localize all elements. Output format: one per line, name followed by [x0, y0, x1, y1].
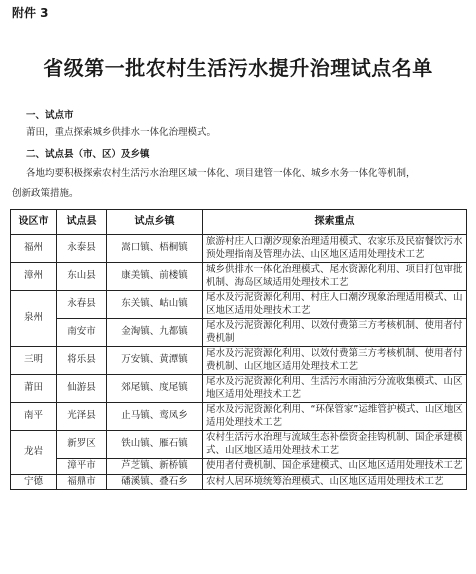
header-towns: 试点乡镇	[107, 210, 203, 235]
county-cell: 光泽县	[57, 403, 107, 431]
county-cell: 将乐县	[57, 347, 107, 375]
header-city: 设区市	[11, 210, 57, 235]
towns-cell: 嵩口镇、梧桐镇	[107, 235, 203, 263]
focus-cell: 尾水及污泥资源化利用、“环保管家”运维管护模式、山区地区适用处理技术工艺	[203, 403, 467, 431]
table-row	[11, 347, 467, 375]
section1-text: 莆田，重点探索城乡供排水一体化治理模式。	[26, 127, 217, 138]
focus-cell: 农村人居环境统筹治理模式、山区地区适用处理技术工艺	[203, 474, 467, 490]
focus-cell: 尾水及污泥资源化利用、村庄人口潮汐现象治理适用模式、山区地区适用处理技术工艺	[203, 291, 467, 319]
county-cell: 新罗区	[57, 431, 107, 459]
section2-text-line2: 创新政策措施。	[12, 188, 79, 199]
towns-cell: 万安镇、黄潭镇	[107, 347, 203, 375]
towns-cell: 郊尾镇、度尾镇	[107, 375, 203, 403]
focus-cell: 旅游村庄人口潮汐现象治理适用模式、农家乐及民宿餐饮污水预处理指南及管理办法、山区地区适用处理技术工艺	[203, 235, 467, 263]
city-cell: 泉州	[11, 291, 57, 347]
focus-cell: 尾水及污泥资源化利用、生活污水雨油污分流收集模式、山区地区适用处理技术工艺	[203, 375, 467, 403]
county-cell: 福鼎市	[57, 474, 107, 490]
towns-cell: 东关镇、岵山镇	[107, 291, 203, 319]
county-cell: 东山县	[57, 263, 107, 291]
focus-cell: 农村生活污水治理与流域生态补偿资金挂钩机制、国企承建模式、山区地区适用处理技术工艺	[203, 431, 467, 459]
table-row	[11, 291, 467, 319]
section2-heading: 二、试点县（市、区）及乡镇	[26, 149, 150, 160]
city-cell: 漳州	[11, 263, 57, 291]
towns-cell: 磻溪镇、叠石乡	[107, 474, 203, 490]
county-cell: 仙游县	[57, 375, 107, 403]
towns-cell: 止马镇、鸾凤乡	[107, 403, 203, 431]
focus-cell: 尾水及污泥资源化利用、以效付费第三方考核机制、使用者付费机制	[203, 319, 467, 347]
page-title: 省级第一批农村生活污水提升治理试点名单	[43, 56, 433, 80]
county-cell: 南安市	[57, 319, 107, 347]
towns-cell: 金淘镇、九都镇	[107, 319, 203, 347]
section2-text-line1: 各地均要积极探索农村生活污水治理区域一体化、项目建管一体化、城乡水务一体化等机制，	[26, 168, 416, 179]
table-row	[11, 263, 467, 291]
header-county: 试点县	[57, 210, 107, 235]
city-cell: 三明	[11, 347, 57, 375]
section1-heading: 一、试点市	[26, 110, 74, 121]
table-row	[11, 235, 467, 263]
attachment-label: 附件 3	[12, 6, 49, 20]
table-row	[11, 459, 467, 475]
county-cell: 漳平市	[57, 459, 107, 475]
focus-cell: 使用者付费机制、国企承建模式、山区地区适用处理技术工艺	[203, 459, 467, 475]
city-cell: 莆田	[11, 375, 57, 403]
towns-cell: 铁山镇、雁石镇	[107, 431, 203, 459]
city-cell: 南平	[11, 403, 57, 431]
towns-cell: 芦芝镇、新桥镇	[107, 459, 203, 475]
city-cell: 龙岩	[11, 431, 57, 475]
towns-cell: 康美镇、前楼镇	[107, 263, 203, 291]
city-cell: 宁德	[11, 474, 57, 490]
focus-cell: 尾水及污泥资源化利用、以效付费第三方考核机制、使用者付费机制、山区地区适用处理技术工艺	[203, 347, 467, 375]
table-row	[11, 474, 467, 490]
city-cell: 福州	[11, 235, 57, 263]
table-row	[11, 403, 467, 431]
header-focus: 探索重点	[203, 210, 467, 235]
table-header-row	[11, 210, 467, 235]
county-cell: 永春县	[57, 291, 107, 319]
county-cell: 永泰县	[57, 235, 107, 263]
focus-cell: 城乡供排水一体化治理模式、尾水资源化利用、项目打包审批机制、海岛区域适用处理技术工艺	[203, 263, 467, 291]
pilot-table	[10, 209, 467, 490]
table-row	[11, 319, 467, 347]
table-row	[11, 375, 467, 403]
table-row	[11, 431, 467, 459]
